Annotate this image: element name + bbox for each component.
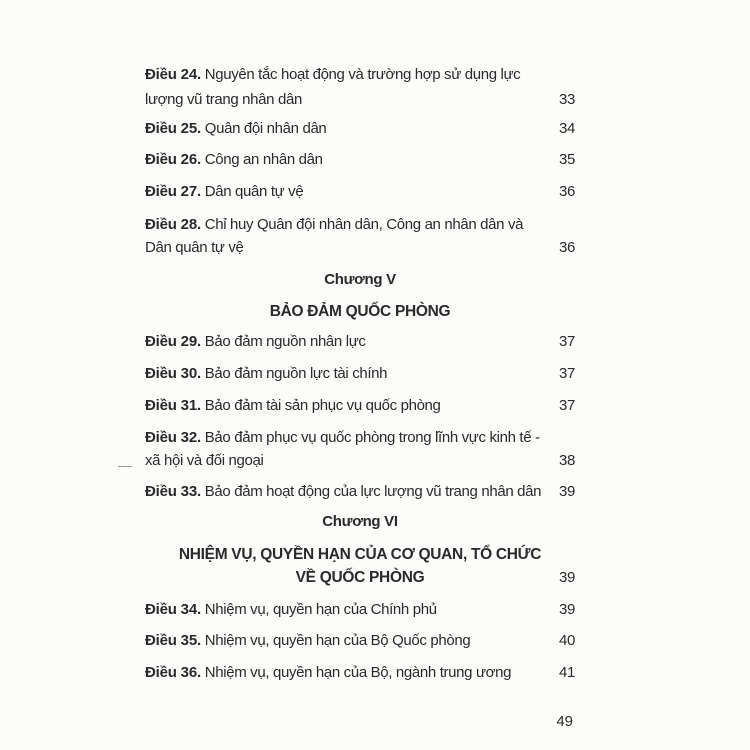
toc-entry-28-cont: [145, 238, 575, 258]
chapter-heading: Chương VI: [322, 513, 398, 530]
entry-label: Điều 28.: [145, 216, 201, 233]
entry-label: Điều 34.: [145, 601, 201, 618]
toc-entry-33: [145, 482, 575, 502]
chapter-heading: Chương V: [324, 271, 396, 288]
toc-entry-26: [145, 150, 575, 170]
toc-entry-32: [145, 428, 575, 448]
toc-entry-31: [145, 396, 575, 416]
toc-entry-32-cont: [145, 451, 575, 471]
entry-page: 37: [559, 397, 575, 414]
toc-entry-36: [145, 663, 575, 683]
scan-mark: [118, 466, 132, 467]
entry-label: Điều 25.: [145, 120, 201, 137]
entry-label: Điều 32.: [145, 429, 201, 446]
chapter-page: 39: [559, 569, 575, 586]
entry-page: 33: [559, 91, 575, 108]
toc-entry-24-cont: [145, 90, 575, 110]
entry-title: Nhiệm vụ, quyền hạn của Bộ, ngành trung ương: [204, 664, 512, 681]
toc-entry-28: [145, 215, 575, 235]
entry-title: Bảo đảm nguồn lực tài chính: [204, 365, 388, 382]
toc-entry-30: [145, 364, 575, 384]
entry-label: Điều 33.: [145, 483, 201, 500]
entry-page: 36: [559, 183, 575, 200]
entry-label: Điều 26.: [145, 151, 201, 168]
entry-title: Nhiệm vụ, quyền hạn của Bộ Quốc phòng: [204, 632, 471, 649]
toc-entry-34: [145, 600, 575, 620]
entry-page: 40: [559, 632, 575, 649]
entry-title: Quân đội nhân dân: [204, 120, 327, 137]
entry-page: 37: [559, 365, 575, 382]
entry-title: Nhiệm vụ, quyền hạn của Chính phủ: [204, 601, 437, 618]
entry-title: Chỉ huy Quân đội nhân dân, Công an nhân dân và: [204, 216, 524, 233]
entry-title: Dân quân tự vệ: [204, 183, 304, 200]
entry-title: Nguyên tắc hoạt động và trường hợp sử dụng lực: [204, 66, 521, 83]
chapter-title: NHIỆM VỤ, QUYỀN HẠN CỦA CƠ QUAN, TỔ CHỨC: [178, 546, 542, 563]
toc-entry-24: [145, 65, 575, 85]
entry-page: 38: [559, 452, 575, 469]
chapter-title: BẢO ĐẢM QUỐC PHÒNG: [269, 303, 451, 320]
entry-title: Bảo đảm tài sản phục vụ quốc phòng: [204, 397, 441, 414]
entry-page: 36: [559, 239, 575, 256]
entry-title: Bảo đảm nguồn nhân lực: [204, 333, 366, 350]
entry-title: Bảo đảm hoạt động của lực lượng vũ trang nhân dân: [204, 483, 542, 500]
entry-title: Bảo đảm phục vụ quốc phòng trong lĩnh vực kinh tế -: [204, 429, 540, 446]
chapter-title-cont-row: [145, 568, 575, 588]
entry-page: 35: [559, 151, 575, 168]
entry-label: Điều 36.: [145, 664, 201, 681]
entry-page: 41: [559, 664, 575, 681]
toc-entry-27: [145, 182, 575, 202]
entry-title-cont: lượng vũ trang nhân dân: [145, 91, 302, 108]
chapter-title-cont: VỀ QUỐC PHÒNG: [295, 569, 425, 586]
entry-page: 37: [559, 333, 575, 350]
entry-label: Điều 30.: [145, 365, 201, 382]
entry-label: Điều 27.: [145, 183, 201, 200]
entry-title-cont: Dân quân tự vệ: [145, 239, 244, 256]
toc-entry-35: [145, 631, 575, 651]
toc-entry-29: [145, 332, 575, 352]
entry-page: 34: [559, 120, 575, 137]
entry-page: 39: [559, 483, 575, 500]
page-number: 49: [556, 713, 573, 730]
entry-title-cont: xã hội và đối ngoại: [145, 452, 264, 469]
entry-label: Điều 24.: [145, 66, 201, 83]
toc-entry-25: [145, 119, 575, 139]
entry-label: Điều 31.: [145, 397, 201, 414]
entry-label: Điều 35.: [145, 632, 201, 649]
entry-page: 39: [559, 601, 575, 618]
entry-label: Điều 29.: [145, 333, 201, 350]
entry-title: Công an nhân dân: [204, 151, 323, 168]
